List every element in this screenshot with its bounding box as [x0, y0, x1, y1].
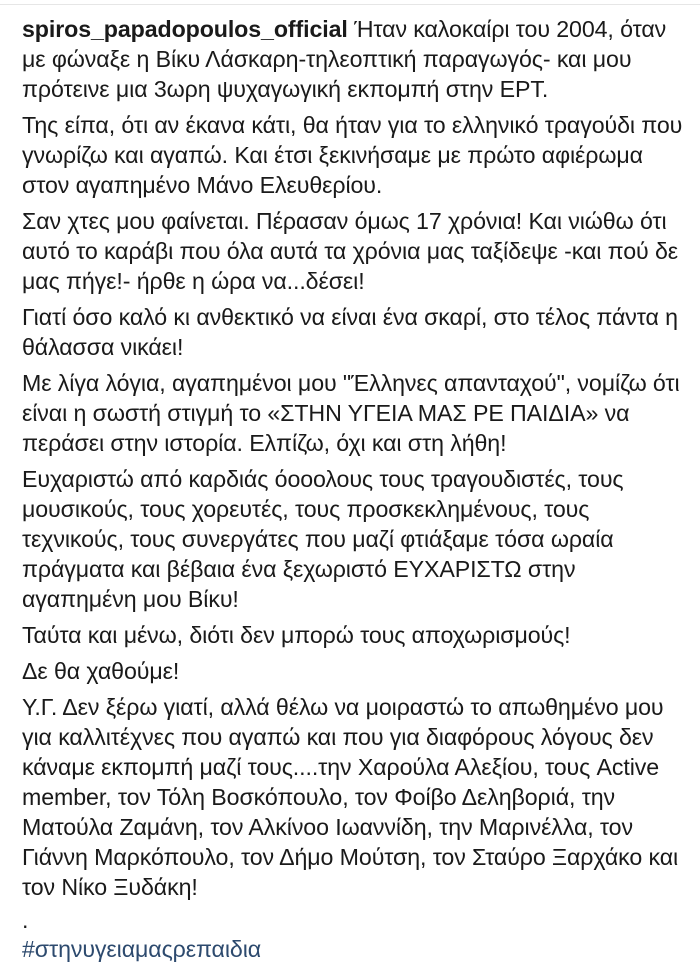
hashtag-link[interactable]: #στηνυγειαμαςρεπαιδια: [22, 936, 262, 962]
caption-paragraph: Ευχαριστώ από καρδιάς όοοολους τους τραγουδιστές, τους μουσικούς, τους χορευτές, τους προσκεκλημένους, τους τεχνικούς, τους συνεργάτες που μαζί φτιάξαμε τόσα ωραία πράγματα και βέβαια ένα ξεχωριστό ΕΥΧΑΡΙΣΤΩ στην αγαπημένη μου Βίκυ!: [22, 466, 624, 612]
top-divider: [0, 4, 700, 5]
caption-paragraph: [22, 14, 692, 104]
caption-text: Ήταν καλοκαίρι του 2004, όταν με φώναξε η Βίκυ Λάσκαρη-τηλεοπτική παραγωγός- και μου πρότεινε μια 3ωρη ψυχαγωγική εκπομπή στην ΕΡΤ.: [22, 16, 667, 102]
caption-paragraph: Ταύτα και μένω, διότι δεν μπορώ τους αποχωρισμούς!: [22, 622, 571, 648]
separator-dot: .: [22, 907, 29, 933]
caption-paragraph: Σαν χτες μου φαίνεται. Πέρασαν όμως 17 χρόνια! Και νιώθω ότι αυτό το καράβι που όλα αυτά τα χρόνια μας ταξίδεψε -και πού δε μας πήγε!- ήρθε η ώρα να...δέσει!: [22, 208, 678, 294]
post-caption: [22, 14, 692, 964]
caption-paragraph: Της είπα, ότι αν έκανα κάτι, θα ήταν για το ελληνικό τραγούδι που γνωρίζω και αγαπώ. Και έτσι ξεκινήσαμε με πρώτο αφιέρωμα στον αγαπημένο Μάνο Ελευθερίου.: [22, 112, 683, 198]
caption-paragraph: Υ.Γ. Δεν ξέρω γιατί, αλλά θέλω να μοιραστώ το απωθημένο μου για καλλιτέχνες που αγαπώ και που για διαφόρους λόγους δεν κάναμε εκπομπή μαζί τους....την Χαρούλα Αλεξίου, τους Active member, τον Τόλη Βοσκόπουλο, τον Φοίβο Δεληβοριά, την Ματούλα Ζαμάνη, τον Αλκίνοο Ιωαννίδη, την Μαρινέλλα, τον Γιάννη Μαρκόπουλο, τον Δήμο Μούτση, τον Σταύρο Ξαρχάκο και τον Νίκο Ξυδάκη!: [22, 694, 679, 900]
caption-paragraph: Με λίγα λόγια, αγαπημένοι μου "Έλληνες απανταχού", νομίζω ότι είναι η σωστή στιγμή το «ΣΤΗΝ ΥΓΕΙΑ ΜΑΣ ΡΕ ΠΑΙΔΙΑ» να περάσει στην ιστορία. Ελπίζω, όχι και στη λήθη!: [22, 370, 680, 456]
caption-paragraph: Γιατί όσο καλό κι ανθεκτικό να είναι ένα σκαρί, στο τέλος πάντα η θάλασσα νικάει!: [22, 304, 678, 360]
caption-paragraph: Δε θα χαθούμε!: [22, 658, 180, 684]
username-link[interactable]: spiros_papadopoulos_official: [22, 16, 348, 42]
